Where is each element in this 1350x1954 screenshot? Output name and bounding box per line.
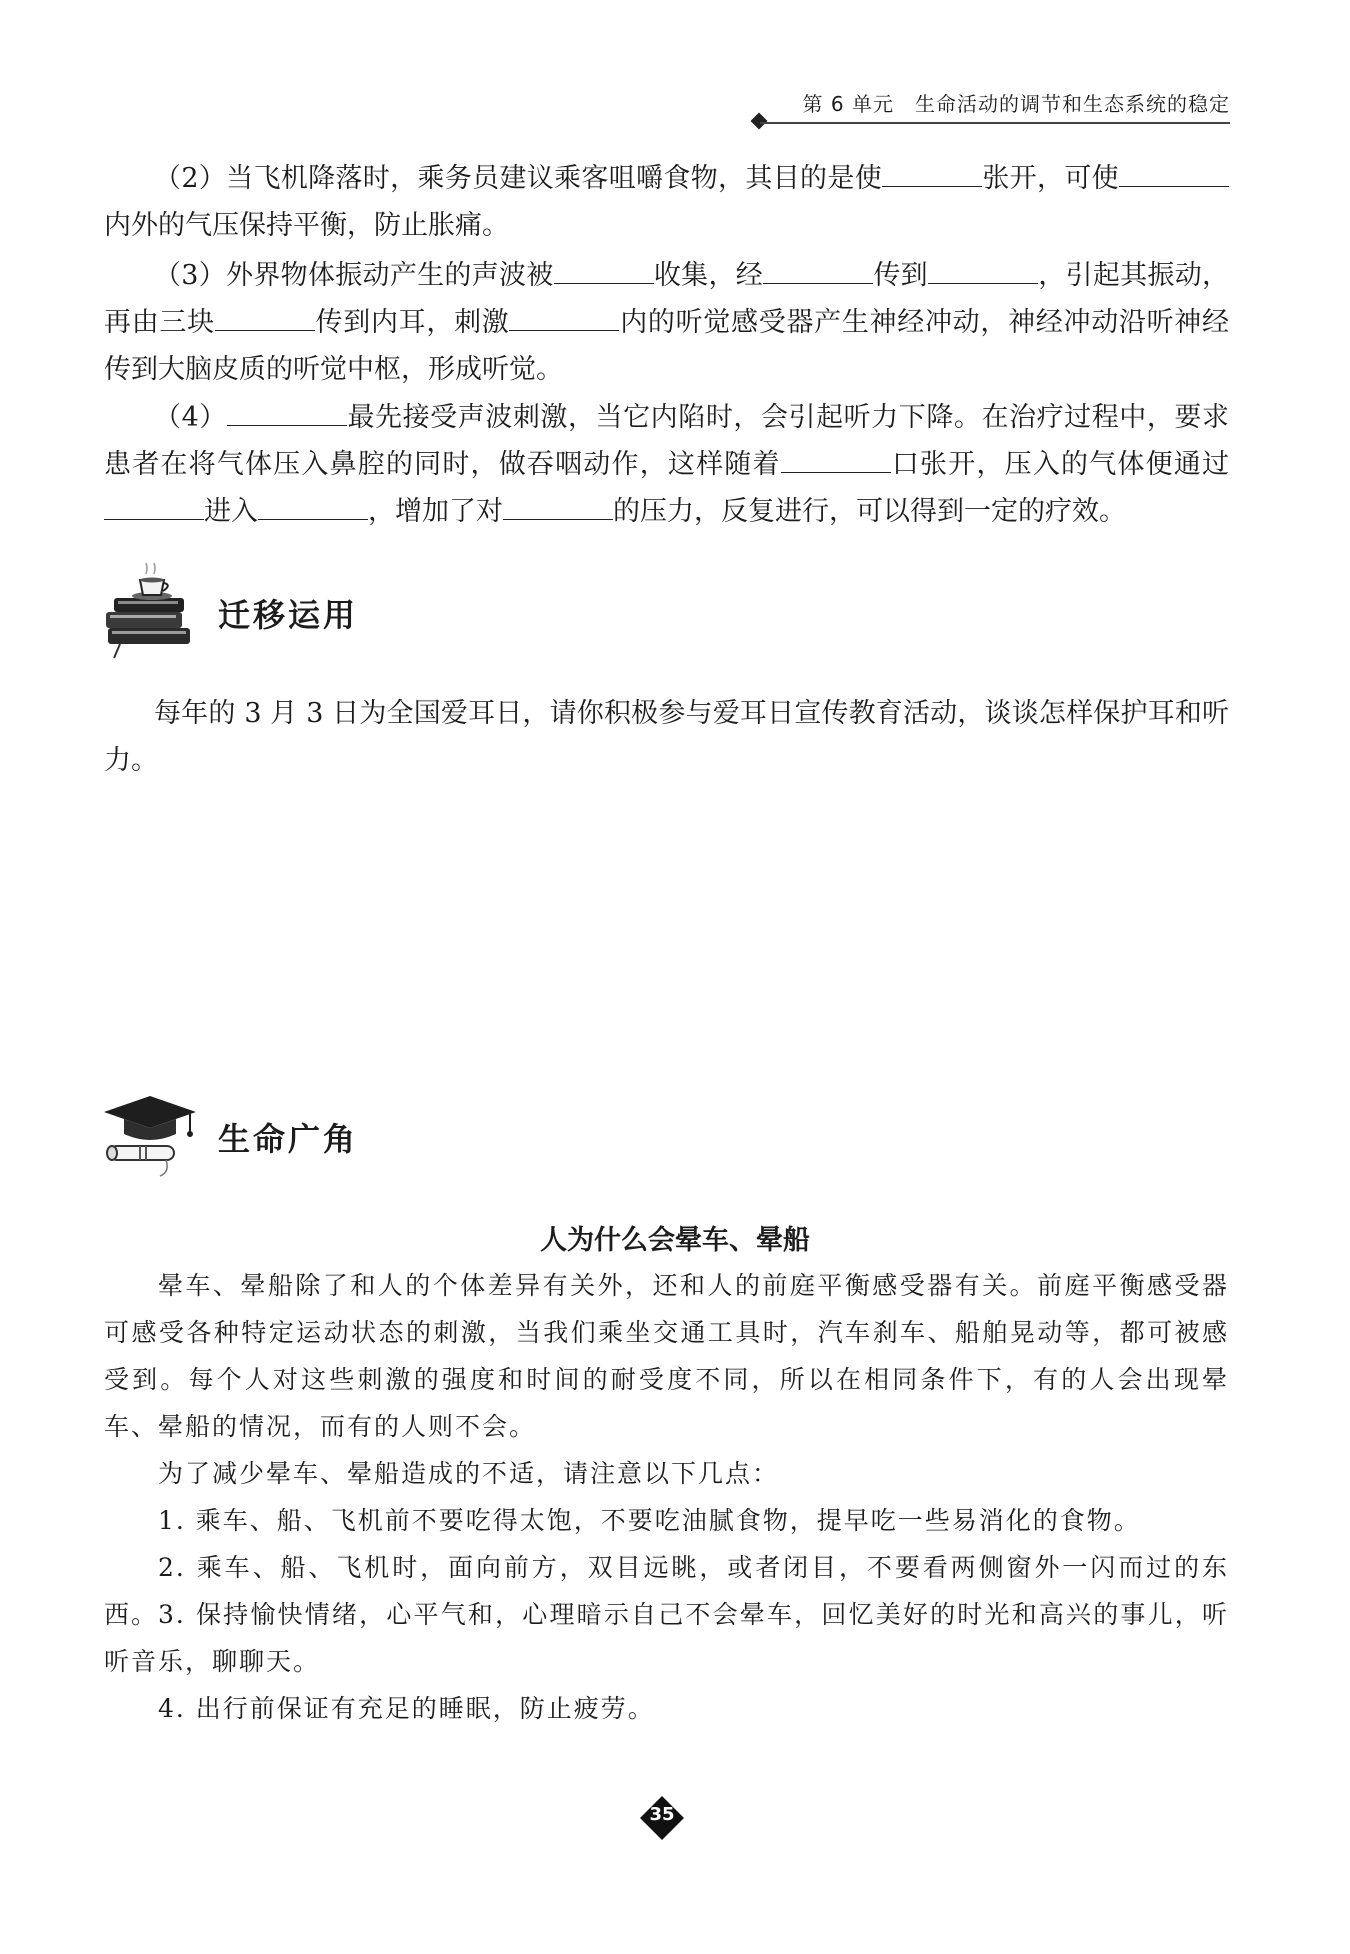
question-4 — [104, 394, 1229, 535]
answer-blank[interactable] — [104, 493, 204, 520]
list-item: 4. 出行前保证有充足的睡眠，防止疲劳。 — [158, 1694, 655, 1723]
q3-text-e: 传到内耳，刺激 — [314, 307, 510, 338]
q4-text-a: （4） — [154, 402, 227, 433]
q2-text-a: （2）当飞机降落时，乘务员建议乘客咀嚼食物，其目的是使 — [154, 163, 883, 194]
unit-header: 第 6 单元 生命活动的调节和生态系统的稳定 — [802, 92, 1230, 116]
q4-text-b: 最先接受声波刺激，当它内陷时，会引起听力下降。在治疗过程中，要求患者在将气体压入鼻腔的同时，做吞咽动作，这样随着 — [104, 402, 1230, 480]
answer-blank[interactable] — [554, 257, 654, 284]
q3-text-f: 内的听觉感受器产生神经冲动，神经冲动沿听神经传到大脑皮质的听觉中枢，形成听觉。 — [104, 307, 1230, 385]
q3-text-d: ，引起其振动，再由三块 — [104, 260, 1230, 338]
article-paragraph: 为了减少晕车、晕船造成的不适，请注意以下几点： — [158, 1459, 780, 1488]
graduation-cap-icon — [100, 1088, 200, 1178]
q4-text-d: 进入 — [204, 496, 258, 527]
list-item: 1. 乘车、船、飞机前不要吃得太饱，不要吃油腻食物，提早吃一些易消化的食物。 — [158, 1506, 1141, 1535]
answer-blank[interactable] — [1119, 160, 1229, 187]
q3-text-a: （3）外界物体振动产生的声波被 — [154, 260, 554, 291]
section-life-perspective — [100, 1088, 359, 1188]
list-item: 3. 保持愉快情绪，心平气和，心理暗示自己不会晕车，回忆美好的时光和高兴的事儿，听听音乐，聊聊天。 — [104, 1600, 1229, 1676]
answer-blank[interactable] — [763, 257, 873, 284]
question-2 — [104, 155, 1229, 249]
answer-blank[interactable] — [781, 446, 891, 473]
answer-blank[interactable] — [882, 160, 982, 187]
page-number — [640, 1796, 684, 1840]
q3-text-c: 传到 — [873, 260, 928, 291]
answer-blank[interactable] — [215, 304, 315, 331]
answer-blank[interactable] — [258, 493, 368, 520]
books-coffee-icon — [100, 562, 200, 662]
section1-prompt: 每年的 3 月 3 日为全国爱耳日，请你积极参与爱耳日宣传教育活动，谈谈怎样保护耳和听力。 — [104, 698, 1229, 776]
section-title: 迁移运用 — [218, 596, 359, 634]
section-title: 生命广角 — [218, 1120, 359, 1158]
q2-text-c: 内外的气压保持平衡，防止胀痛。 — [104, 210, 509, 241]
article-title: 人为什么会晕车、晕船 — [540, 1225, 810, 1256]
answer-blank[interactable] — [227, 399, 347, 426]
list-item: 2. 乘车、船、飞机时，面向前方，双目远眺，或者闭目，不要看两侧窗外一闪而过的东西。 — [104, 1553, 1229, 1629]
q3-text-b: 收集，经 — [653, 260, 764, 291]
section-transfer-application — [100, 562, 359, 662]
answer-blank[interactable] — [503, 493, 613, 520]
header-rule — [760, 122, 1230, 124]
q2-text-b: 张开，可使 — [982, 163, 1119, 194]
answer-blank[interactable] — [928, 257, 1038, 284]
q4-text-e: ，增加了对 — [368, 496, 503, 527]
page-number-text: 35 — [649, 1804, 675, 1825]
article-paragraph: 晕车、晕船除了和人的个体差异有关外，还和人的前庭平衡感受器有关。前庭平衡感受器可感受各种特定运动状态的刺激，当我们乘坐交通工具时，汽车刹车、船舶晃动等，都可被感受到。每个人对这些刺激的强度和时间的耐受度不同，所以在相同条件下，有的人会出现晕车、晕船的情况，而有的人则不会。 — [104, 1271, 1229, 1441]
q4-text-c: 口张开，压入的气体便通过 — [890, 449, 1230, 480]
answer-blank[interactable] — [509, 304, 619, 331]
q4-text-f: 的压力，反复进行，可以得到一定的疗效。 — [613, 496, 1126, 527]
question-3 — [104, 252, 1229, 393]
